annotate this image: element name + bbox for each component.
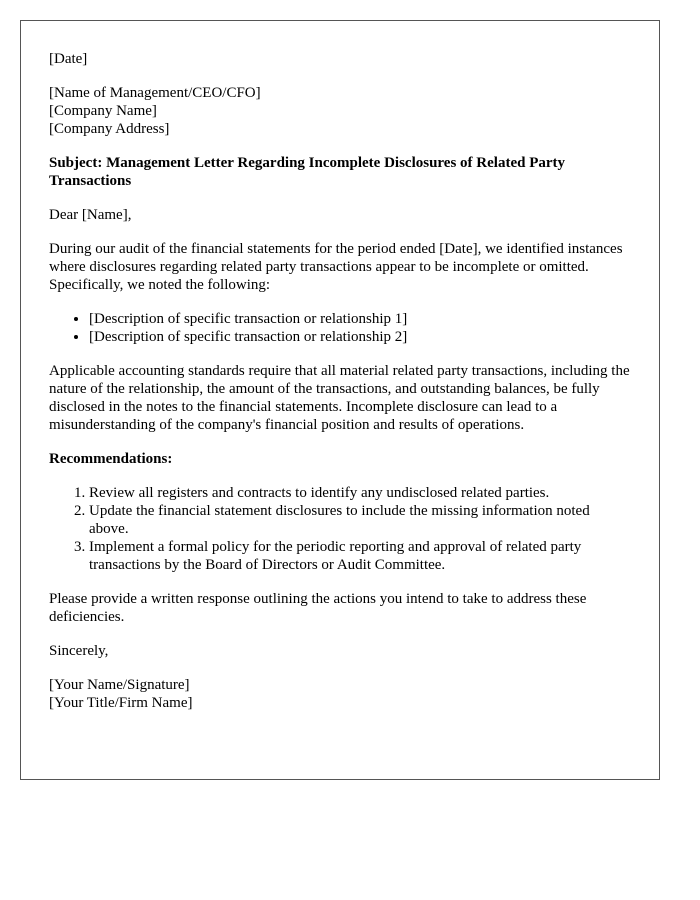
standards-paragraph: Applicable accounting standards require that all material related party transactions, including the nature of the relationship, the amount of the transactions, and outstanding balances, be fully disclosed in the notes to the financial statements. Incomplete disclosure can lead to a misunderstanding of the company's financial position and results of operations. xyxy=(49,363,630,433)
findings-list xyxy=(49,310,631,346)
signature-title: [Your Title/Firm Name] xyxy=(49,695,193,711)
recommendation-item: 2. Update the financial statement disclosures to include the missing information noted above. xyxy=(89,502,631,538)
signature-block xyxy=(49,676,631,712)
recipient-company: [Company Name] xyxy=(49,103,157,119)
recommendations-heading: Recommendations: xyxy=(49,451,173,467)
closing-request: Please provide a written response outlining the actions you intend to take to address these deficiencies. xyxy=(49,591,587,625)
recipient-address-block xyxy=(49,84,631,138)
finding-item: • [Description of specific transaction or relationship 2] xyxy=(89,328,631,346)
signature-name: [Your Name/Signature] xyxy=(49,677,190,693)
letter-subject: Subject: Management Letter Regarding Incomplete Disclosures of Related Party Transactions xyxy=(49,155,566,189)
salutation: Dear [Name], xyxy=(49,207,132,223)
intro-paragraph: During our audit of the financial statements for the period ended [Date], we identified instances where disclosures regarding related party transactions appear to be incomplete or omitted. Specifically, we noted the following: xyxy=(49,241,623,293)
recipient-address: [Company Address] xyxy=(49,121,170,137)
letter-page xyxy=(20,20,660,780)
letter-date: [Date] xyxy=(49,51,88,67)
closing: Sincerely, xyxy=(49,643,109,659)
recommendation-item: 3. Implement a formal policy for the periodic reporting and approval of related party transactions by the Board of Directors or Audit Committee. xyxy=(89,538,631,574)
recommendations-list xyxy=(49,484,631,574)
finding-item: • [Description of specific transaction or relationship 1] xyxy=(89,310,631,328)
recommendation-item: 1. Review all registers and contracts to identify any undisclosed related parties. xyxy=(89,484,631,502)
recipient-name: [Name of Management/CEO/CFO] xyxy=(49,85,261,101)
